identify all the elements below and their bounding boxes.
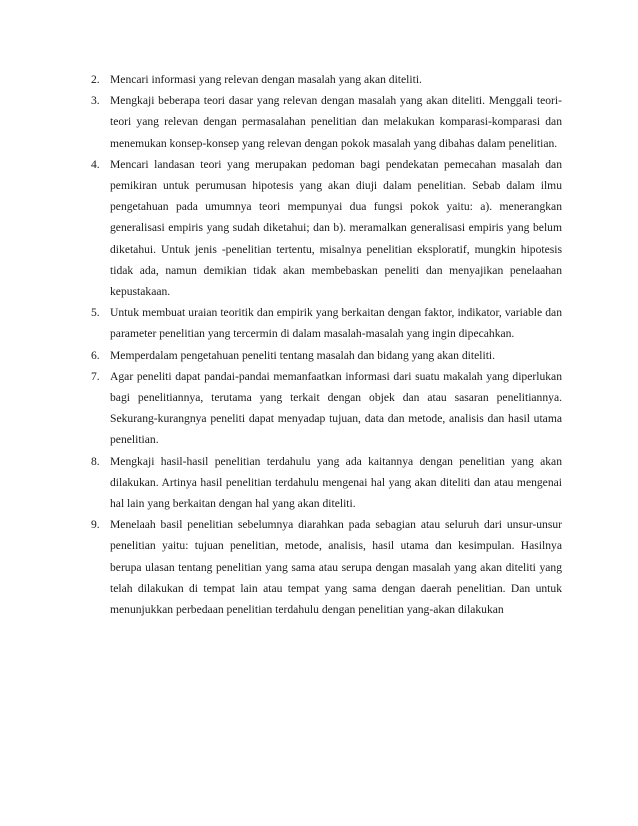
list-item bbox=[0, 302, 638, 344]
list-item-text: Mengkaji beberapa teori dasar yang relevan dengan masalah yang akan diteliti. Menggali teori-teori yang relevan dengan permasalahan penelitian dan melakukan komparasi-komparasi dan menemukan konsep-konsep yang relevan dengan pokok masalah yang dibahas dalam penelitian. bbox=[110, 94, 562, 150]
list-item bbox=[0, 451, 638, 515]
list-item-number: 5. bbox=[91, 306, 100, 320]
list-item bbox=[0, 90, 638, 154]
list-item-text: Menelaah basil penelitian sebelumnya diarahkan pada sebagian atau seluruh dari unsur-unsur penelitian yaitu: tujuan penelitian, metode, analisis, hasil utama dan kesimpulan. Hasilnya berupa ulasan tentang penelitian yang sama atau serupa dengan masalah yang akan diteliti yang telah dilakukan di tempat lain atau tempat yang sama dengan daerah penelitian. Dan untuk menunjukkan perbedaan penelitian terdahulu dengan penelitian yang-akan dilakukan bbox=[110, 518, 562, 617]
list-item-number: 6. bbox=[91, 348, 100, 362]
list-item-number: 4. bbox=[91, 157, 100, 171]
list-item-number: 3. bbox=[91, 94, 100, 108]
list-item-text: Untuk membuat uraian teoritik dan empirik yang berkaitan dengan faktor, indikator, variable dan parameter penelitian yang tercermin di dalam masalah-masalah yang ingin dipecahkan. bbox=[110, 306, 562, 341]
list-item bbox=[0, 154, 638, 302]
list-item bbox=[0, 345, 638, 366]
list-item bbox=[0, 366, 638, 451]
list-item-number: 2. bbox=[91, 73, 100, 86]
list-item bbox=[0, 69, 638, 90]
list-item-number: 8. bbox=[91, 454, 100, 468]
list-item-text: Memperdalam pengetahuan peneliti tentang masalah dan bidang yang akan diteliti. bbox=[110, 348, 496, 362]
list-item bbox=[0, 514, 638, 620]
list-item-number: 9. bbox=[91, 518, 100, 532]
list-item-text: Mengkaji hasil-hasil penelitian terdahulu yang ada kaitannya dengan penelitian yang akan dilakukan. Artinya hasil penelitian terdahulu mengenai hal yang akan diteliti dan atau mengenai hal lain yang berkaitan dengan hal yang akan diteliti. bbox=[110, 454, 562, 511]
list-item-text: Agar peneliti dapat pandai-pandai memanfaatkan informasi dari suatu makalah yang diperlukan bagi penelitiannya, terutama yang terkait dengan objek dan atau sasaran penelitiannya. Sekurang-kurangnya peneliti dapat menyadap tujuan, data dan metode, analisis dan hasil utama penelitian. bbox=[110, 369, 562, 447]
list-item-text: Mencari landasan teori yang merupakan pedoman bagi pendekatan pemecahan masalah dan pemikiran untuk perumusan hipotesis yang akan diuji dalam penelitian. Sebab dalam ilmu pengetahuan pada umumnya teori mempunyai dua fungsi pokok yaitu: a). menerangkan generalisasi empiris yang sudah diketahui; dan b). meramalkan generalisasi empiris yang belum diketahui. Untuk jenis -penelitian tertentu, misalnya penelitian eksploratif, mungkin hipotesis tidak ada, namun demikian tidak akan membebaskan peneliti dan menyajikan penelaahan kepustakaan. bbox=[110, 157, 562, 299]
list-item-text: Mencari informasi yang relevan dengan masalah yang akan diteliti. bbox=[110, 73, 422, 86]
list-item-number: 7. bbox=[91, 369, 100, 383]
numbered-list bbox=[0, 69, 638, 620]
